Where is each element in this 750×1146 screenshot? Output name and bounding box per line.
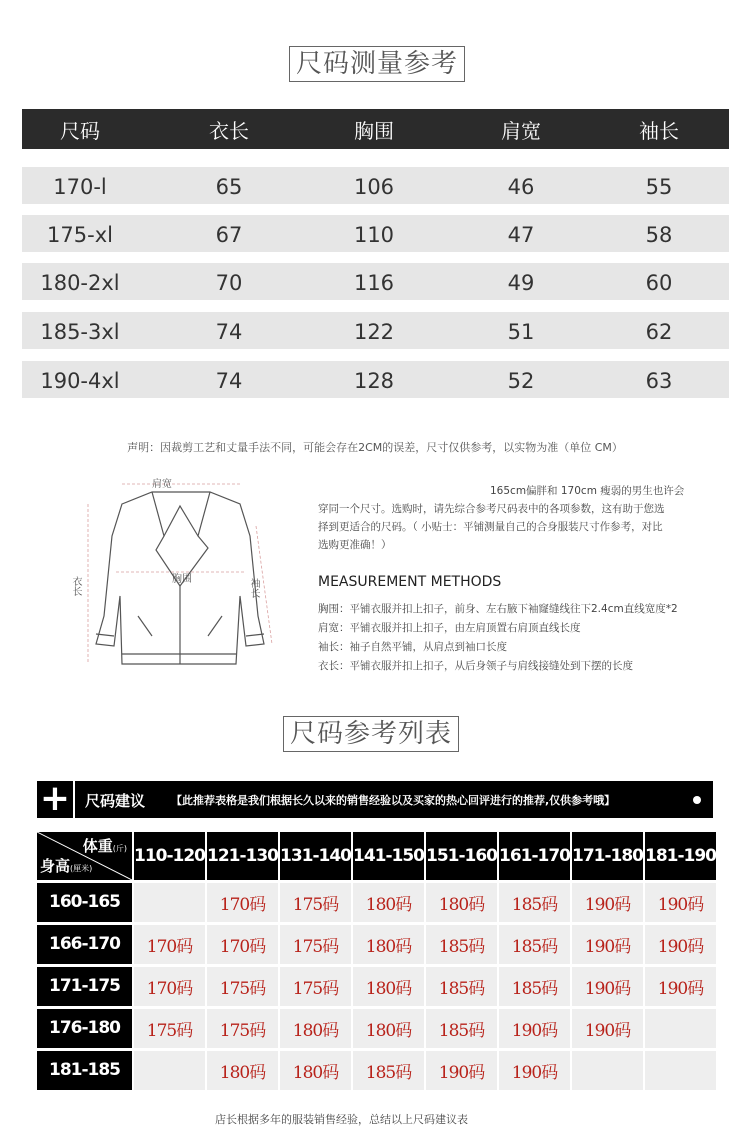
cell-length: 65: [215, 175, 243, 199]
header-chest: 胸围: [354, 118, 394, 143]
size-cell: 185码: [426, 967, 497, 1006]
size-cell: 190码: [499, 1051, 570, 1090]
cell-shoulder: 52: [507, 369, 535, 393]
corner-header: [37, 832, 132, 880]
banner-note: 【此推荐表格是我们根据长久以来的销售经验以及买家的热心回评进行的推荐,仅供参考哦】: [171, 794, 616, 807]
tip-line-4: 选购更准确！）: [318, 539, 392, 551]
size-cell: 170码: [207, 925, 278, 964]
weight-header: 151-160: [426, 832, 497, 880]
methods-list: [318, 600, 678, 676]
size-cell: 190码: [426, 1051, 497, 1090]
size-cell: [134, 1051, 205, 1090]
cell-length: 74: [215, 320, 243, 344]
height-header: 166-170: [37, 925, 132, 964]
cell-chest: 110: [353, 223, 395, 247]
size-cell: 180码: [280, 1051, 351, 1090]
table-row: [22, 312, 729, 349]
size-cell: 190码: [645, 967, 716, 1006]
size-tip: [318, 482, 708, 554]
height-header: 176-180: [37, 1009, 132, 1048]
label-chest: 胸围: [172, 574, 192, 585]
cell-shoulder: 49: [507, 271, 535, 295]
recommend-banner: [37, 778, 713, 819]
label-length: 衣长: [70, 576, 81, 596]
cell-size: 175-xl: [47, 223, 113, 247]
header-length: 衣长: [209, 118, 249, 143]
size-cell: 185码: [499, 883, 570, 922]
method-length: 衣长：平铺衣服并扣上扣子，从后身领子与肩线接缝处到下摆的长度: [318, 660, 633, 672]
header-sleeve: 袖长: [639, 118, 679, 143]
header-shoulder: 肩宽: [501, 118, 541, 143]
size-cell: 170码: [207, 883, 278, 922]
size-cell: 190码: [572, 967, 643, 1006]
methods-title: MEASUREMENT METHODS: [318, 574, 502, 590]
weight-header: 181-190: [645, 832, 716, 880]
method-shoulder: 肩宽：平铺衣服并扣上扣子，由左肩顶置右肩顶直线长度: [318, 622, 581, 634]
size-cell: 180码: [353, 925, 424, 964]
cell-shoulder: 51: [507, 320, 535, 344]
corner-weight-unit: (斤): [112, 844, 127, 853]
cell-sleeve: 55: [645, 175, 673, 199]
size-cell: 170码: [134, 967, 205, 1006]
size-cell: 175码: [280, 883, 351, 922]
measure-table-header: [22, 109, 729, 149]
table-row: [22, 167, 729, 204]
size-cell: 190码: [499, 1009, 570, 1048]
size-cell: 190码: [572, 883, 643, 922]
dot-icon: [693, 796, 701, 804]
label-sleeve: 袖长: [248, 578, 259, 598]
size-cell: 170码: [134, 925, 205, 964]
plus-icon: +: [37, 781, 75, 818]
method-chest: 胸围：平铺衣服并扣上扣子，前身、左右腋下袖窿缝线往下2.4cm直线宽度*2: [318, 603, 678, 615]
size-cell: 175码: [134, 1009, 205, 1048]
cell-sleeve: 58: [645, 223, 673, 247]
table-row: [22, 361, 729, 398]
cell-sleeve: 63: [645, 369, 673, 393]
height-header: 181-185: [37, 1051, 132, 1090]
weight-header: 161-170: [499, 832, 570, 880]
size-cell: 180码: [353, 967, 424, 1006]
corner-weight-label: [83, 835, 127, 856]
cell-length: 74: [215, 369, 243, 393]
corner-height-label: [40, 855, 92, 876]
cell-chest: 106: [353, 175, 395, 199]
weight-header: 110-120: [134, 832, 205, 880]
size-cell: 185码: [353, 1051, 424, 1090]
cell-shoulder: 46: [507, 175, 535, 199]
tip-line-3: 择到更适合的尺码。（ 小贴士：平铺测量自己的合身服装尺寸作参考，对比: [318, 521, 663, 533]
header-size: 尺码: [60, 118, 100, 143]
size-cell: 180码: [353, 1009, 424, 1048]
weight-header: 171-180: [572, 832, 643, 880]
cell-sleeve: 62: [645, 320, 673, 344]
weight-header: 141-150: [353, 832, 424, 880]
height-header: 171-175: [37, 967, 132, 1006]
size-cell: 175码: [280, 967, 351, 1006]
size-cell: 190码: [645, 925, 716, 964]
size-cell: [645, 1051, 716, 1090]
size-cell: 185码: [426, 1009, 497, 1048]
cell-sleeve: 60: [645, 271, 673, 295]
jacket-diagram: [60, 466, 300, 678]
measure-title: 尺码测量参考: [289, 46, 465, 82]
disclaimer-note: 声明：因裁剪工艺和丈量手法不同，可能会存在2CM的误差，尺寸仅供参考，以实物为准（单位 CM）: [127, 441, 623, 454]
size-cell: 175码: [280, 925, 351, 964]
size-cell: [645, 1009, 716, 1048]
size-cell: 185码: [499, 925, 570, 964]
size-cell: 180码: [353, 883, 424, 922]
method-sleeve: 袖长：袖子自然平铺，从肩点到袖口长度: [318, 641, 507, 653]
tip-line-1: 165cm偏胖和 170cm 瘦弱的男生也许会: [490, 485, 685, 497]
size-cell: 190码: [645, 883, 716, 922]
size-cell: 180码: [426, 883, 497, 922]
height-header: 160-165: [37, 883, 132, 922]
label-shoulder: 肩宽: [152, 479, 172, 490]
tip-line-2: 穿同一个尺寸。选购时，请先综合参考尺码表中的各项参数，这有助于您选: [318, 503, 665, 515]
size-cell: 185码: [499, 967, 570, 1006]
cell-shoulder: 47: [507, 223, 535, 247]
table-row: [22, 215, 729, 252]
corner-height-text: 身高: [40, 857, 71, 875]
banner-title: 尺码建议: [85, 792, 146, 810]
size-cell: 190码: [572, 1009, 643, 1048]
size-cell: [134, 883, 205, 922]
cell-length: 70: [215, 271, 243, 295]
corner-height-unit: (厘米): [70, 864, 93, 873]
size-cell: [572, 1051, 643, 1090]
weight-header: 121-130: [207, 832, 278, 880]
size-cell: 180码: [280, 1009, 351, 1048]
cell-chest: 116: [353, 271, 395, 295]
cell-size: 185-3xl: [40, 320, 120, 344]
cell-size: 170-l: [53, 175, 107, 199]
size-cell: 185码: [426, 925, 497, 964]
cell-size: 180-2xl: [40, 271, 120, 295]
recommend-title: 尺码参考列表: [283, 716, 459, 752]
cell-chest: 122: [353, 320, 395, 344]
size-cell: 175码: [207, 1009, 278, 1048]
weight-header: 131-140: [280, 832, 351, 880]
size-cell: 175码: [207, 967, 278, 1006]
cell-length: 67: [215, 223, 243, 247]
table-row: [22, 263, 729, 300]
size-cell: 190码: [572, 925, 643, 964]
cell-chest: 128: [353, 369, 395, 393]
corner-weight-text: 体重: [82, 837, 113, 855]
footer-note: 店长根据多年的服装销售经验，总结以上尺码建议表: [215, 1113, 468, 1126]
cell-size: 190-4xl: [40, 369, 120, 393]
size-cell: 180码: [207, 1051, 278, 1090]
